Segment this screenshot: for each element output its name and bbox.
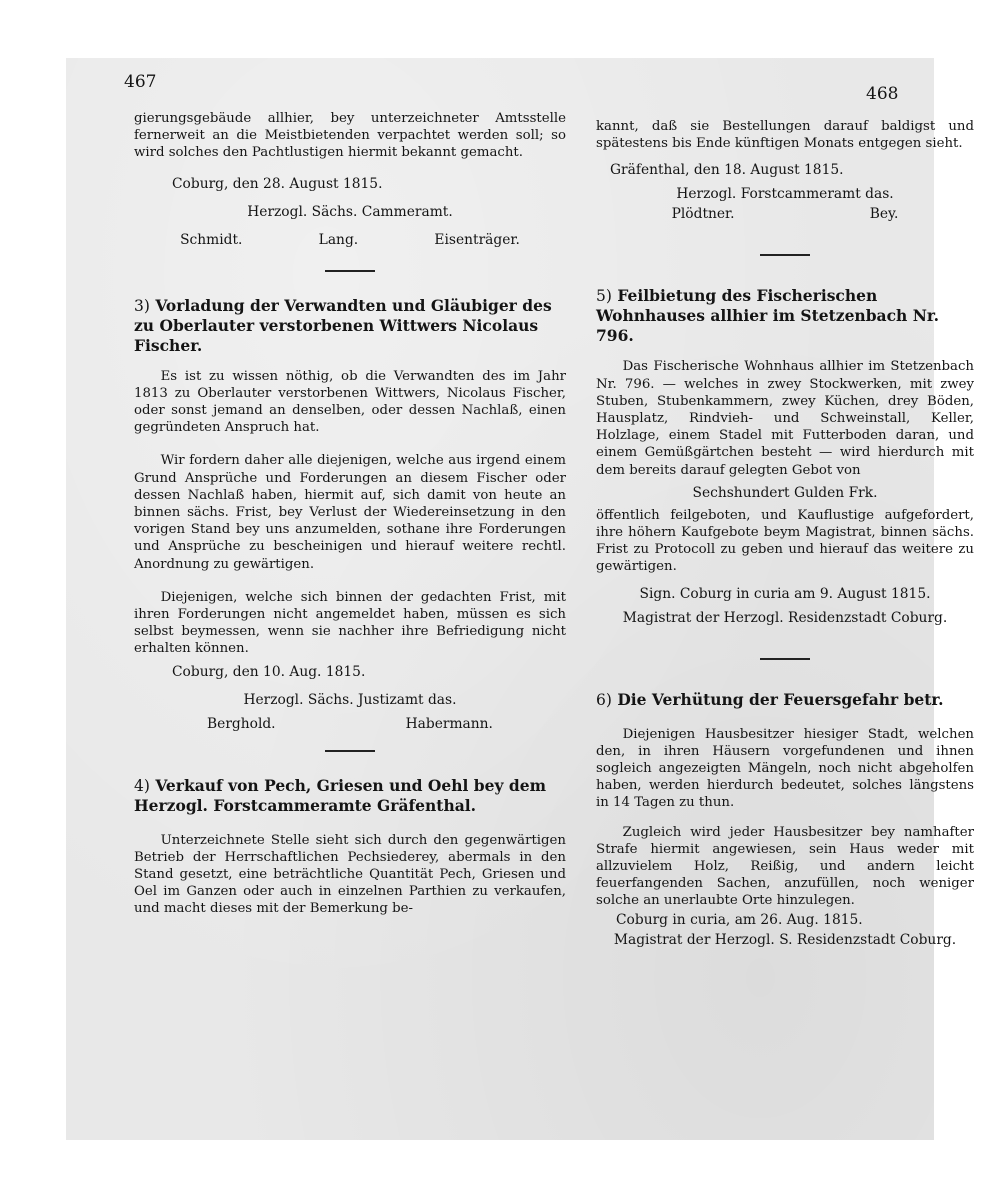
place-date: Coburg, den 10. Aug. 1815. xyxy=(172,663,366,680)
notice-title: Vorladung der Verwandten und Gläubiger des zu Oberlauter verstorbenen Wittwers Nicolaus Fischer. xyxy=(134,295,552,355)
paragraph: Das Fischerische Wohnhaus allhier im Stetzenbach Nr. 796. — welches in zwey Stockwerken, mit zwey Stuben, Stubenkammern, zwey Küchen, drey Böden, Hausplatz, Rindvieh- und Schweinstall, Keller, Holzlage, einem Stadel mit Futterboden daran, und einem Gemüßgärtchen besteht — wird hierdurch mit dem bereits darauf gelegten Gebot von xyxy=(596,359,974,478)
notice-heading xyxy=(134,776,566,816)
notice-heading xyxy=(134,296,566,356)
bid-amount: Sechshundert Gulden Frk. xyxy=(692,484,878,501)
notice-number: 6) xyxy=(596,690,612,709)
signatory: Schmidt. xyxy=(180,231,243,248)
signatories xyxy=(134,230,566,250)
signatory: Habermann. xyxy=(405,715,493,732)
paragraph: Zugleich wird jeder Hausbesitzer bey namhafter Strafe hiermit angewiesen, sein Haus weder mit allzuvielem Holz, Reißig, und andern leicht feuerfangenden Sachen, anzufüllen, noch weniger solche an unerlaubte Orte hinzulegen. xyxy=(596,824,974,909)
signatory: Berghold. xyxy=(207,715,276,732)
paragraph: Unterzeichnete Stelle sieht sich durch den gegenwärtigen Betrieb der Herrschaftlichen Pechsiederey, abermals in den Stand gesetzt, eine beträchtliche Quantität Pech, Griesen und Oel im Ganzen oder auch in einzelnen Parthien zu verkaufen, und macht dieses mit der Bemerkung be- xyxy=(134,832,566,917)
signatory: Eisenträger. xyxy=(434,231,520,248)
place-date: Sign. Coburg in curia am 9. August 1815. xyxy=(639,585,931,602)
notice-number: 5) xyxy=(596,287,612,306)
left-column xyxy=(134,110,566,918)
signatory: Bey. xyxy=(869,206,899,223)
paragraph: öffentlich feilgeboten, und Kauflustige aufgefordert, ihre höhern Kaufgebote beym Magistrat, binnen sächs. Frist zu Protocoll zu geben und hierauf das weitere zu gewärtigen. xyxy=(596,507,974,575)
notice-title: Verkauf von Pech, Griesen und Oehl bey dem Herzogl. Forstcammeramte Gräfenthal. xyxy=(134,775,546,815)
signatories xyxy=(596,204,974,224)
notice-number: 4) xyxy=(134,776,150,795)
continued-text: kannt, daß sie Bestellungen darauf baldigst und spätestens bis Ende künftigen Monats entgegen sieht. xyxy=(596,119,974,152)
right-column xyxy=(596,118,974,950)
signatories xyxy=(134,714,566,734)
place-date: Gräfenthal, den 18. August 1815. xyxy=(610,162,844,179)
scanned-page xyxy=(66,58,974,1140)
notice-heading xyxy=(596,286,974,346)
notice-heading xyxy=(596,690,974,710)
notice-number: 3) xyxy=(134,296,150,315)
page-number-right: 468 xyxy=(866,84,899,104)
page-number-left: 467 xyxy=(124,72,157,92)
signatory: Plödtner. xyxy=(671,206,735,223)
authority: Herzogl. Sächs. Cammeramt. xyxy=(247,203,453,220)
paragraph: Wir fordern daher alle diejenigen, welche aus irgend einem Grund Ansprüche und Forderungen an diesem Fischer oder dessen Nachlaß haben, hiermit auf, sich damit von heute an binnen sächs. Frist, bey Verlust der Wiedereinsetzung in den vorigen Stand bey uns anzumelden, sothane ihre Forderungen und Ansprüche zu bescheinigen und hierauf weitere rechtl. Anordnung zu gewärtigen. xyxy=(134,453,566,572)
authority: Magistrat der Herzogl. S. Residenzstadt Coburg. xyxy=(613,931,957,948)
place-date: Coburg in curia, am 26. Aug. 1815. xyxy=(616,911,863,928)
continued-text: gierungsgebäude allhier, bey unterzeichneter Amtsstelle fernerweit an die Meistbietenden verpachtet werden soll; so wird solches den Pachtlustigen hiermit bekannt gemacht. xyxy=(134,111,566,161)
notice-title: Die Verhütung der Feuersgefahr betr. xyxy=(617,689,944,709)
paragraph: Es ist zu wissen nöthig, ob die Verwandten des im Jahr 1813 zu Oberlauter verstorbenen Wittwers, Nicolaus Fischer, oder sonst jemand an denselben, oder dessen Nachlaß, einen gegründeten Anspruch hat. xyxy=(134,368,566,436)
authority: Magistrat der Herzogl. Residenzstadt Coburg. xyxy=(622,609,948,626)
paragraph: Diejenigen, welche sich binnen der gedachten Frist, mit ihren Forderungen nicht angemeldet haben, müssen es sich selbst beymessen, wenn sie nachher ihre Befriedigung nicht erhalten können. xyxy=(134,589,566,657)
notice-title: Feilbietung des Fischerischen Wohnhauses allhier im Stetzenbach Nr. 796. xyxy=(596,286,939,346)
authority: Herzogl. Sächs. Justizamt das. xyxy=(243,691,457,708)
place-date: Coburg, den 28. August 1815. xyxy=(172,175,383,192)
authority: Herzogl. Forstcammeramt das. xyxy=(676,186,894,203)
paragraph: Diejenigen Hausbesitzer hiesiger Stadt, welchen den, in ihren Häusern vorgefundenen und ihnen sogleich angezeigten Mängeln, noch nicht abgeholfen haben, werden hierdurch bedeutet, solches längstens in 14 Tagen zu thun. xyxy=(596,726,974,811)
signatory: Lang. xyxy=(318,231,359,248)
